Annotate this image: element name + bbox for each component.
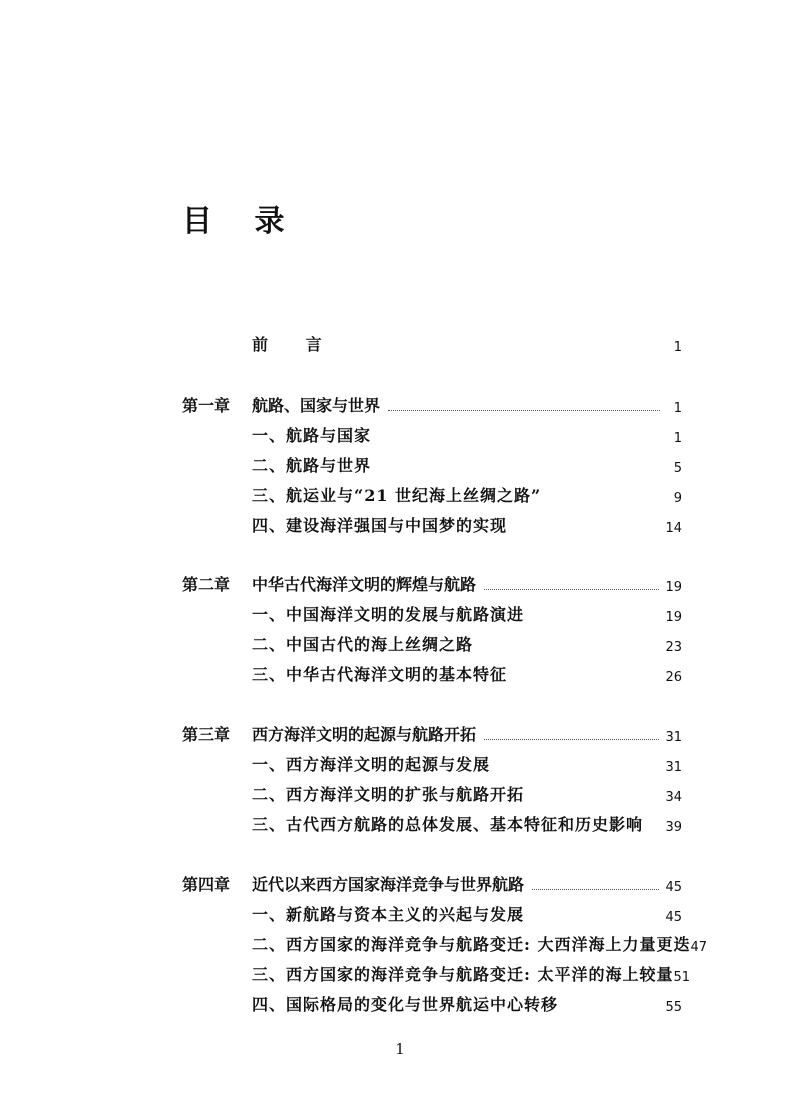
entry-title: 中华古代海洋文明的辉煌与航路 (252, 575, 477, 594)
entry-title: 四、建设海洋强国与中国梦的实现 (252, 516, 508, 535)
entry-page: 1 (673, 431, 682, 446)
entry-page: 55 (665, 1000, 682, 1015)
entry-page: 45 (665, 910, 682, 925)
entry-title: 近代以来西方国家海洋竞争与世界航路 (252, 875, 525, 894)
entry-page: 19 (665, 580, 682, 595)
chapter-number: 第一章 (182, 396, 231, 415)
entry-title: 三、古代西方航路的总体发展、基本特征和历史影响 (252, 815, 644, 834)
page-number: 1 (395, 1040, 405, 1058)
dot-leader (532, 889, 659, 890)
entry-title: 三、中华古代海洋文明的基本特征 (252, 665, 508, 684)
entry-page: 51 (673, 970, 691, 985)
entry-title: 一、西方海洋文明的起源与发展 (252, 755, 491, 774)
entry-title: 前 言 (252, 335, 338, 354)
entry-page: 1 (673, 401, 682, 416)
toc-entry-section[interactable] (182, 659, 682, 685)
toc-entry-section[interactable] (182, 929, 708, 955)
dot-leader (388, 410, 660, 411)
entry-title: 一、中国海洋文明的发展与航路演进 (252, 605, 525, 624)
toc-entry-section[interactable] (182, 510, 682, 536)
toc-entry-section[interactable] (182, 989, 682, 1015)
toc-entry-chapter-2[interactable] (182, 569, 682, 595)
entry-page: 23 (665, 640, 682, 655)
entry-title: 三、西方国家的海洋竞争与航路变迁: 太平洋的海上较量 (252, 965, 674, 984)
toc-entry-section[interactable] (182, 480, 682, 506)
entry-title: 二、航路与世界 (252, 456, 372, 475)
dot-leader (484, 739, 659, 740)
chapter-number: 第二章 (182, 575, 231, 594)
entry-title: 西方海洋文明的起源与航路开拓 (252, 725, 477, 744)
dot-leader (484, 589, 659, 590)
page-title: 目 录 (182, 204, 301, 239)
toc-entry-chapter-1[interactable] (182, 390, 682, 416)
entry-page: 26 (665, 670, 682, 685)
entry-page: 45 (665, 880, 682, 895)
entry-page: 34 (665, 790, 682, 805)
entry-page: 47 (690, 940, 708, 955)
toc-entry-section[interactable] (182, 450, 682, 476)
entry-title: 二、西方国家的海洋竞争与航路变迁: 大西洋海上力量更迭 (252, 935, 691, 954)
entry-title: 四、国际格局的变化与世界航运中心转移 (252, 995, 559, 1014)
toc-entry-section[interactable] (182, 420, 682, 446)
entry-title: 三、航运业与“21 世纪海上丝绸之路” (252, 486, 542, 505)
entry-title: 一、航路与国家 (252, 426, 372, 445)
chapter-number: 第三章 (182, 725, 231, 744)
entry-page: 19 (665, 610, 682, 625)
toc-entry-preface[interactable] (182, 329, 682, 355)
entry-title: 一、新航路与资本主义的兴起与发展 (252, 905, 525, 924)
entry-title: 航路、国家与世界 (252, 396, 381, 415)
entry-page: 14 (665, 521, 682, 536)
toc-entry-section[interactable] (182, 629, 682, 655)
chapter-number: 第四章 (182, 875, 231, 894)
toc-entry-section[interactable] (182, 899, 682, 925)
toc-entry-chapter-4[interactable] (182, 869, 682, 895)
toc-entry-section[interactable] (182, 599, 682, 625)
entry-page: 31 (665, 760, 682, 775)
entry-page: 1 (673, 340, 682, 355)
toc-entry-section[interactable] (182, 959, 691, 985)
toc-entry-section[interactable] (182, 809, 682, 835)
entry-title: 二、中国古代的海上丝绸之路 (252, 635, 474, 654)
toc-entry-section[interactable] (182, 779, 682, 805)
entry-page: 39 (665, 820, 682, 835)
entry-page: 5 (673, 461, 682, 476)
toc-entry-section[interactable] (182, 749, 682, 775)
entry-page: 9 (673, 491, 682, 506)
toc-entry-chapter-3[interactable] (182, 719, 682, 745)
entry-title: 二、西方海洋文明的扩张与航路开拓 (252, 785, 525, 804)
entry-page: 31 (665, 730, 682, 745)
